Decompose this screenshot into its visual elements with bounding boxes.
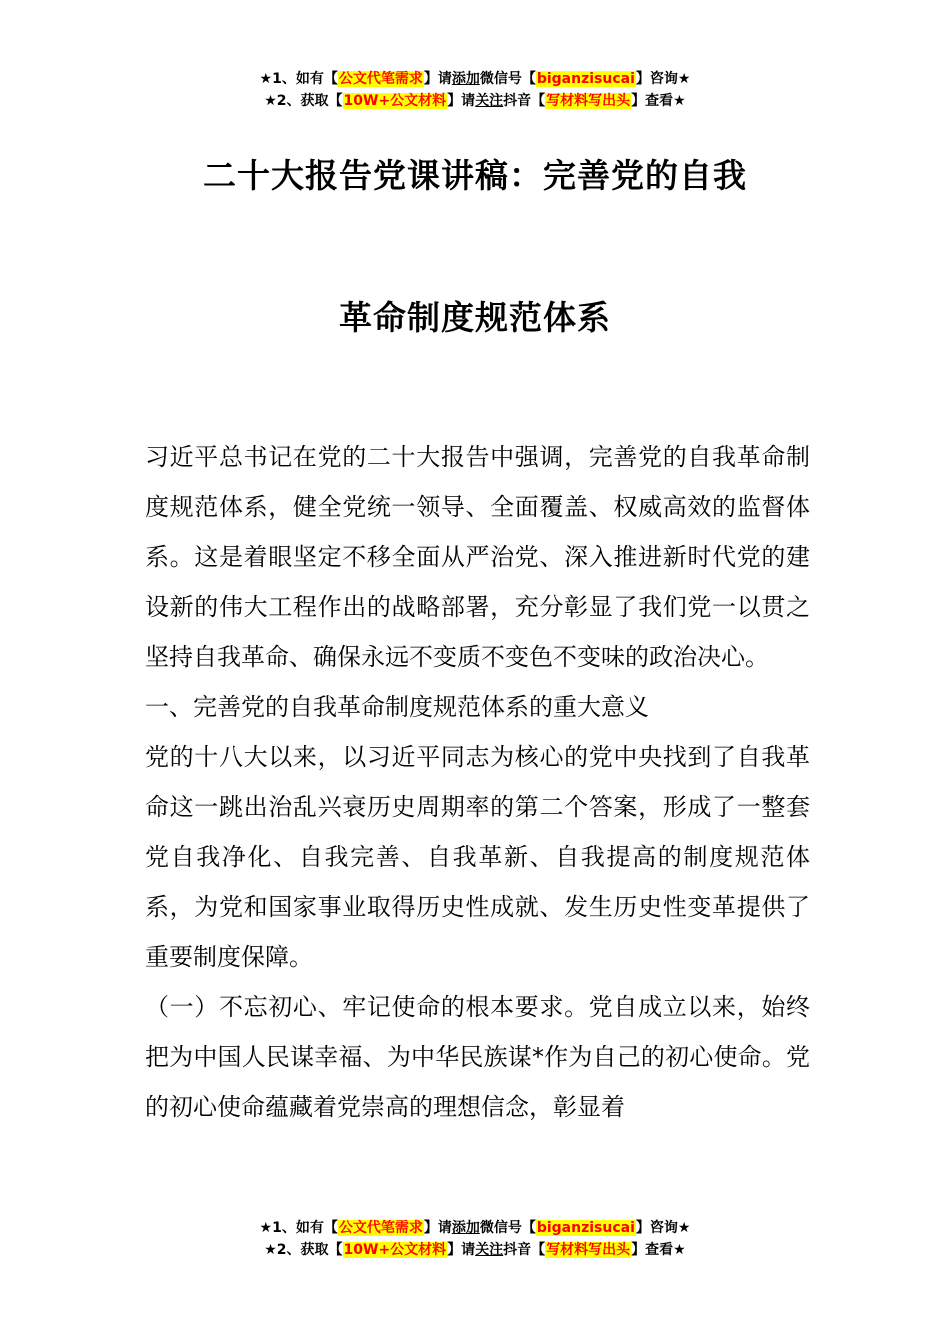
body-paragraph-intro: 习近平总书记在党的二十大报告中强调，完善党的自我革命制度规范体系，健全党统一领导、全面覆盖、权威高效的监督体系。这是着眼坚定不移全面从严治党、深入推进新时代党的建设新的伟大工程作出的战略部署，充分彰显了我们党一以贯之坚持自我革命、确保永远不变质不变色不变味的政治决心。: [145, 443, 810, 671]
banner-text: 抖音【: [503, 1242, 546, 1258]
banner-douyin-id: 写材料写出头: [546, 93, 631, 109]
banner-text: 】请: [423, 71, 452, 87]
document-title-line-1: 二十大报告党课讲稿：完善党的自我: [203, 156, 747, 195]
banner-text: 】请: [447, 1242, 476, 1258]
banner-text: ★1、如有【: [259, 1220, 338, 1236]
banner-text: 】请: [447, 93, 476, 109]
banner-highlight: 10W+公文材料: [343, 93, 447, 109]
banner-wechat-id: biganzisucai: [536, 71, 635, 87]
banner-underlined: 关注: [475, 93, 504, 109]
banner-text: ★2、获取【: [264, 93, 343, 109]
banner-text: ★1、如有【: [259, 71, 338, 87]
banner-highlight: 公文代笔需求: [338, 71, 423, 87]
banner-text: 】咨询★: [635, 1220, 691, 1236]
footer-banner: [0, 1217, 950, 1261]
banner-line-1: [0, 68, 950, 90]
banner-underlined: 添加: [451, 71, 480, 87]
banner-text: ★2、获取【: [264, 1242, 343, 1258]
banner-text: 】查看★: [631, 93, 686, 109]
body-paragraph-section-1: 党的十八大以来，以习近平同志为核心的党中央找到了自我革命这一跳出治乱兴衰历史周期率的第二个答案，形成了一整套党自我净化、自我完善、自我革新、自我提高的制度规范体系，为党和国家事业取得历史性成就、发生历史性变革提供了重要制度保障。: [145, 743, 810, 971]
banner-text: 微信号【: [479, 1220, 536, 1236]
banner-line-1: [0, 1217, 950, 1239]
header-banner: [0, 68, 950, 112]
banner-highlight: 公文代笔需求: [338, 1220, 423, 1236]
document-body: [145, 432, 810, 1132]
banner-line-2: [0, 90, 950, 112]
banner-text: 微信号【: [479, 71, 536, 87]
banner-underlined: 关注: [475, 1242, 504, 1258]
banner-wechat-id: biganzisucai: [536, 1220, 635, 1236]
banner-text: 】请: [423, 1220, 452, 1236]
banner-text: 】咨询★: [635, 71, 691, 87]
banner-highlight: 10W+公文材料: [343, 1242, 447, 1258]
banner-underlined: 添加: [451, 1220, 480, 1236]
banner-line-2: [0, 1239, 950, 1261]
banner-text: 】查看★: [631, 1242, 686, 1258]
banner-text: 抖音【: [503, 93, 546, 109]
banner-douyin-id: 写材料写出头: [546, 1242, 631, 1258]
document-title-line-2: 革命制度规范体系: [339, 298, 611, 337]
section-heading-1: 一、完善党的自我革命制度规范体系的重大意义: [145, 693, 649, 721]
body-paragraph-subsection-1: （一）不忘初心、牢记使命的根本要求。党自成立以来，始终把为中国人民谋幸福、为中华民族谋*作为自己的初心使命。党的初心使命蕴藏着党崇高的理想信念，彰显着: [145, 993, 810, 1121]
